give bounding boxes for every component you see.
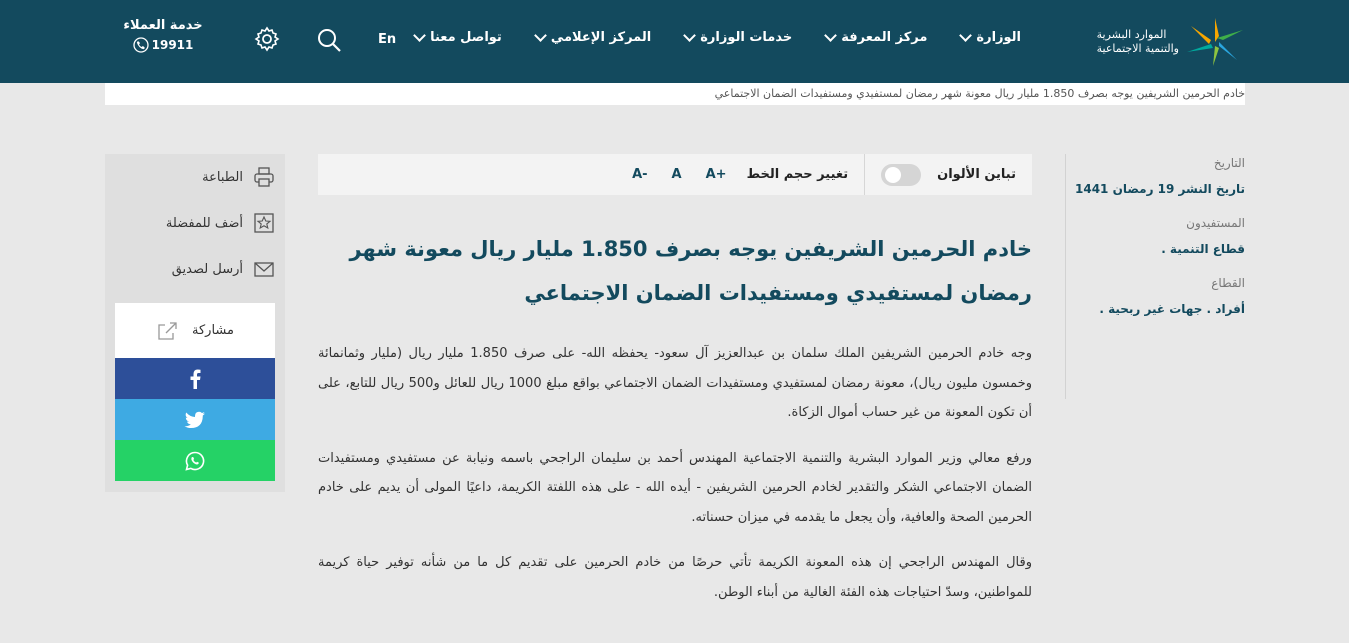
nav-contact[interactable]	[415, 30, 502, 45]
logo-text	[1097, 28, 1179, 56]
nav-media-center[interactable]	[536, 30, 651, 45]
logo-line-2: والتنمية الاجتماعية	[1096, 42, 1179, 55]
gear-icon[interactable]	[254, 26, 280, 52]
chevron-down-icon	[960, 29, 973, 42]
article-tools	[105, 154, 285, 492]
breadcrumb: خادم الحرمين الشريفين يوجه بصرف 1.850 مليار ريال معونة شهر رمضان لمستفيدي ومستفيدات الضمان الاجتماعي	[105, 83, 1245, 105]
chevron-down-icon	[824, 29, 837, 42]
nav-ministry[interactable]	[961, 30, 1021, 45]
search-icon[interactable]	[316, 27, 342, 53]
accessibility-toolbar	[318, 154, 1032, 195]
share-facebook-button[interactable]	[115, 358, 275, 399]
toggle-knob	[885, 167, 901, 183]
contrast-control	[864, 154, 1032, 195]
chevron-down-icon	[413, 29, 426, 42]
font-decrease-button[interactable]: A-	[632, 167, 648, 182]
favorite-label: أضف للمفضلة	[165, 215, 243, 231]
send-label: أرسل لصديق	[171, 261, 243, 277]
printer-icon	[253, 166, 275, 188]
beneficiaries-value[interactable]: قطاع التنمية .	[1161, 242, 1245, 256]
date-label: التاريخ	[1213, 156, 1245, 170]
nav-contact-label: تواصل معنا	[430, 30, 502, 45]
date-value: تاريخ النشر 19 رمضان 1441	[1075, 182, 1245, 196]
phone-icon	[133, 37, 149, 53]
nav-knowledge-label: مركز المعرفة	[841, 30, 928, 45]
article-paragraph-1: وجه خادم الحرمين الشريفين الملك سلمان بن عبدالعزيز آل سعود- يحفظه الله- على صرف 1.850 مليار ريال (مليار وثمانمائة وخمسون مليون ريال)، معونة رمضان لمستفيدي ومستفيدات الضمان الاجتماعي بواقع مبلغ 1000 ريال للعائل و500 ريال للتابع، على أن تكون المعونة من غير حساب أموال الزكاة.	[318, 346, 1032, 420]
ministry-logo[interactable]	[1097, 16, 1245, 68]
customer-service-number: 19911	[151, 38, 194, 52]
share-whatsapp-button[interactable]	[115, 440, 275, 481]
font-size-control	[608, 167, 864, 182]
contrast-toggle[interactable]	[881, 164, 921, 186]
article-paragraph-2: ورفع معالي وزير الموارد البشرية والتنمية الاجتماعية المهندس أحمد بن سليمان الراجحي باسمه ونيابة عن مستفيدي ومستفيدات الضمان الاجتماعي الشكر والتقدير لخادم الحرمين الشريفين - أيده الله - على هذه اللفتة الكريمة، داعيًا المولى أن يديم على خادم الحرمين الصحة والعافية، وأن يجعل ما يقدمه في ميزان حسناته.	[318, 450, 1032, 525]
facebook-icon	[188, 369, 202, 389]
customer-service[interactable]	[118, 18, 208, 53]
whatsapp-icon	[185, 451, 205, 471]
main-nav	[381, 30, 1021, 45]
sector-label: القطاع	[1211, 276, 1245, 290]
article-main	[318, 154, 1032, 607]
sector-value[interactable]: أفراد . جهات غير ربحية .	[1099, 302, 1245, 316]
nav-media-label: المركز الإعلامي	[550, 30, 652, 45]
article-meta	[1065, 154, 1245, 399]
article-title: خادم الحرمين الشريفين يوجه بصرف 1.850 مليار ريال معونة شهر رمضان لمستفيدي ومستفيدات الضمان الاجتماعي	[349, 237, 1032, 305]
logo-line-1: الموارد البشرية	[1096, 28, 1167, 41]
customer-service-number-row	[118, 37, 208, 53]
language-toggle[interactable]: En	[378, 32, 397, 47]
top-header	[0, 0, 1349, 83]
nav-services[interactable]	[685, 30, 792, 45]
article-paragraph-3: وقال المهندس الراجحي إن هذه المعونة الكريمة تأتي حرصًا من خادم الحرمين على تقديم كل ما من شأنه توفير حياة كريمة للمواطنين، وسدّ احتياجات هذه الفئة الغالية من أبناء الوطن.	[318, 555, 1032, 600]
font-size-label: تغيير حجم الخط	[746, 167, 849, 182]
share-label: مشاركة	[192, 323, 234, 338]
print-button[interactable]	[105, 154, 285, 200]
print-label: الطباعة	[202, 169, 243, 185]
share-box[interactable]	[115, 303, 275, 358]
logo-star-icon	[1185, 16, 1245, 68]
font-increase-button[interactable]: A+	[705, 167, 727, 182]
contrast-label: تباين الألوان	[937, 167, 1016, 182]
send-friend-button[interactable]	[105, 246, 285, 292]
envelope-icon	[253, 258, 275, 280]
nav-ministry-label: الوزارة	[976, 30, 1021, 45]
share-twitter-button[interactable]	[115, 399, 275, 440]
customer-service-title: خدمة العملاء	[123, 18, 203, 33]
twitter-icon	[184, 411, 206, 429]
chevron-down-icon	[534, 29, 547, 42]
nav-services-label: خدمات الوزارة	[700, 30, 793, 45]
beneficiaries-label: المستفيدون	[1186, 216, 1245, 230]
add-favorite-button[interactable]	[105, 200, 285, 246]
star-icon	[253, 212, 275, 234]
font-normal-button[interactable]: A	[671, 167, 682, 182]
share-icon	[156, 320, 178, 342]
nav-knowledge-center[interactable]	[826, 30, 927, 45]
chevron-down-icon	[683, 29, 696, 42]
